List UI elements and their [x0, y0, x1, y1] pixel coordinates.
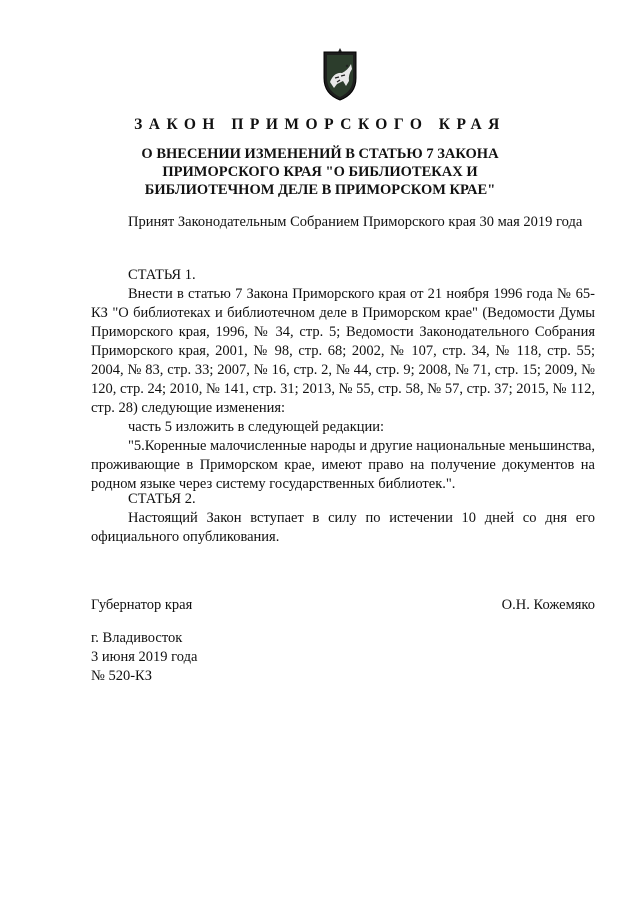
- signatory-position: Губернатор края: [91, 597, 193, 613]
- article-1-paragraph: часть 5 изложить в следующей редакции:: [128, 419, 385, 435]
- article-1-paragraph: Внести в статью 7 Закона Приморского края от 21 ноября 1996 года № 65-КЗ "О библиотеках и библиотечном деле в Приморском крае" (Ведомости Думы Приморского края, 1996, № 34, стр. 5; Ведомости Законодательного Собрания Приморского края, 2001, № 98, стр. 68; 2002, № 107, стр. 34, № 118, стр. 55; 2004, № 83, стр. 33; 2007, № 16, стр. 2, № 44, стр. 9; 2008, № 71, стр. 15; 2009, № 120, стр. 24; 2010, № 141, стр. 31; 2013, № 55, стр. 58, № 57, стр. 37; 2015, № 112, стр. 28) следующие изменения:: [91, 286, 595, 416]
- signatory-name: О.Н. Кожемяко: [501, 597, 595, 613]
- subtitle-line: БИБЛИОТЕЧНОМ ДЕЛЕ В ПРИМОРСКОМ КРАЕ": [144, 182, 496, 198]
- article-1-quoted-text: "5.Коренные малочисленные народы и другие национальные меньшинства, проживающие в Приморском крае, имеют право на получение документов на родном языке через систему государственных библиотек.".: [91, 438, 595, 492]
- coat-of-arms-icon-svg: [318, 48, 362, 102]
- adoption-note: [91, 213, 595, 232]
- subtitle-line: О ВНЕСЕНИИ ИЗМЕНЕНИЙ В СТАТЬЮ 7 ЗАКОНА: [141, 146, 499, 162]
- signing-date: 3 июня 2019 года: [91, 649, 198, 665]
- place-date-block: [91, 629, 197, 686]
- law-title: ЗАКОН ПРИМОРСКОГО КРАЯ: [134, 116, 506, 133]
- law-subtitle: [100, 145, 540, 199]
- article-2-paragraph: Настоящий Закон вступает в силу по истечении 10 дней со дня его официального опубликования.: [91, 510, 595, 545]
- article-1-heading: СТАТЬЯ 1.: [128, 267, 196, 283]
- subtitle-line: ПРИМОРСКОГО КРАЯ "О БИБЛИОТЕКАХ И: [162, 164, 478, 180]
- article-2-heading: СТАТЬЯ 2.: [128, 491, 196, 507]
- coat-of-arms-icon: [318, 48, 362, 102]
- article-1: [91, 266, 595, 494]
- article-2: [91, 490, 595, 547]
- adoption-text: Принят Законодательным Собранием Приморского края 30 мая 2019 года: [128, 214, 583, 230]
- law-number: № 520-КЗ: [91, 668, 152, 684]
- city: г. Владивосток: [91, 630, 183, 646]
